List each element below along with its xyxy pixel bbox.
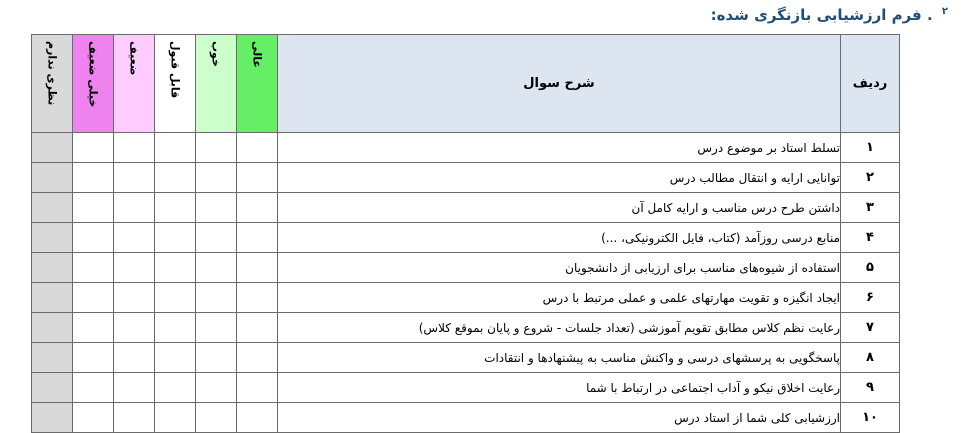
rating-cell[interactable] xyxy=(196,223,237,253)
rating-cell[interactable] xyxy=(32,343,73,373)
rating-cell[interactable] xyxy=(114,313,155,343)
rating-cell[interactable] xyxy=(32,193,73,223)
heading-number: ۲ xyxy=(941,6,948,17)
rating-cell[interactable] xyxy=(237,283,278,313)
rating-cell[interactable] xyxy=(237,313,278,343)
rating-cell[interactable] xyxy=(237,223,278,253)
rating-cell[interactable] xyxy=(196,193,237,223)
rating-cell[interactable] xyxy=(155,313,196,343)
question-cell: استفاده از شیوه‌های مناسب برای ارزیابی از دانشجویان xyxy=(278,253,841,283)
rating-cell[interactable] xyxy=(114,403,155,433)
rating-cell[interactable] xyxy=(237,193,278,223)
rating-cell[interactable] xyxy=(196,373,237,403)
rating-cell[interactable] xyxy=(237,403,278,433)
rating-excellent-header: عالی xyxy=(237,35,278,133)
rating-cell[interactable] xyxy=(155,193,196,223)
rating-cell[interactable] xyxy=(155,133,196,163)
rating-cell[interactable] xyxy=(73,133,114,163)
rating-cell[interactable] xyxy=(73,193,114,223)
rating-cell[interactable] xyxy=(73,223,114,253)
question-header: شرح سوال xyxy=(278,35,841,133)
table-row xyxy=(32,163,900,193)
rating-cell[interactable] xyxy=(73,163,114,193)
rating-cell[interactable] xyxy=(155,283,196,313)
rating-cell[interactable] xyxy=(237,253,278,283)
rating-cell[interactable] xyxy=(32,163,73,193)
rating-cell[interactable] xyxy=(32,283,73,313)
table-row xyxy=(32,403,900,433)
heading-title: . فرم ارزشیابی بازنگری شده: xyxy=(710,6,933,24)
rating-cell[interactable] xyxy=(196,403,237,433)
row-index-cell: ۷ xyxy=(841,313,900,343)
row-index-cell: ۶ xyxy=(841,283,900,313)
row-index-cell: ۹ xyxy=(841,373,900,403)
rating-cell[interactable] xyxy=(237,343,278,373)
question-cell: ارزشیابی کلی شما از استاد درس xyxy=(278,403,841,433)
header-row xyxy=(32,35,900,133)
evaluation-table xyxy=(31,34,900,433)
rating-cell[interactable] xyxy=(32,403,73,433)
rating-cell[interactable] xyxy=(114,343,155,373)
rating-good-header: خوب xyxy=(196,35,237,133)
rating-cell[interactable] xyxy=(114,193,155,223)
rating-cell[interactable] xyxy=(114,133,155,163)
rating-cell[interactable] xyxy=(73,313,114,343)
rating-cell[interactable] xyxy=(237,133,278,163)
rating-no-opinion-header: نظری ندارم xyxy=(32,35,73,133)
rating-cell[interactable] xyxy=(73,253,114,283)
question-cell: توانایی ارایه و انتقال مطالب درس xyxy=(278,163,841,193)
rating-cell[interactable] xyxy=(73,403,114,433)
rating-acceptable-header: قابل قبول xyxy=(155,35,196,133)
index-header: ردیف xyxy=(841,35,900,133)
question-cell: رعایت نظم کلاس مطابق تقویم آموزشی (تعداد جلسات - شروع و پایان بموقع کلاس) xyxy=(278,313,841,343)
row-index-cell: ۱۰ xyxy=(841,403,900,433)
rating-cell[interactable] xyxy=(114,253,155,283)
question-cell: منابع درسی روزآمد (کتاب، فایل الکترونیکی، ...) xyxy=(278,223,841,253)
rating-cell[interactable] xyxy=(114,163,155,193)
table-row xyxy=(32,253,900,283)
rating-cell[interactable] xyxy=(196,283,237,313)
table-row xyxy=(32,223,900,253)
rating-cell[interactable] xyxy=(32,253,73,283)
table-row xyxy=(32,193,900,223)
rating-cell[interactable] xyxy=(73,343,114,373)
table-row xyxy=(32,313,900,343)
rating-cell[interactable] xyxy=(73,373,114,403)
rating-cell[interactable] xyxy=(237,163,278,193)
rating-cell[interactable] xyxy=(196,163,237,193)
row-index-cell: ۸ xyxy=(841,343,900,373)
rating-cell[interactable] xyxy=(196,343,237,373)
rating-cell[interactable] xyxy=(155,403,196,433)
row-index-cell: ۱ xyxy=(841,133,900,163)
question-cell: رعایت اخلاق نیکو و آداب اجتماعی در ارتباط با شما xyxy=(278,373,841,403)
table-row xyxy=(32,343,900,373)
rating-cell[interactable] xyxy=(114,283,155,313)
rating-cell[interactable] xyxy=(155,223,196,253)
rating-cell[interactable] xyxy=(155,163,196,193)
form-heading xyxy=(711,6,948,24)
row-index-cell: ۴ xyxy=(841,223,900,253)
table-row xyxy=(32,133,900,163)
rating-cell[interactable] xyxy=(155,253,196,283)
rating-cell[interactable] xyxy=(114,373,155,403)
question-cell: داشتن طرح درس مناسب و ارایه کامل آن xyxy=(278,193,841,223)
rating-cell[interactable] xyxy=(196,313,237,343)
question-cell: ایجاد انگیزه و تقویت مهارتهای علمی و عملی مرتبط با درس xyxy=(278,283,841,313)
rating-cell[interactable] xyxy=(32,133,73,163)
rating-cell[interactable] xyxy=(32,373,73,403)
row-index-cell: ۲ xyxy=(841,163,900,193)
question-cell: پاسخگویی به پرسشهای درسی و واکنش مناسب به پیشنهادها و انتقادات xyxy=(278,343,841,373)
table-row xyxy=(32,283,900,313)
rating-cell[interactable] xyxy=(155,343,196,373)
rating-cell[interactable] xyxy=(196,253,237,283)
rating-very-weak-header: خیلی ضعیف xyxy=(73,35,114,133)
rating-cell[interactable] xyxy=(196,133,237,163)
row-index-cell: ۳ xyxy=(841,193,900,223)
rating-cell[interactable] xyxy=(237,373,278,403)
rating-cell[interactable] xyxy=(155,373,196,403)
rating-cell[interactable] xyxy=(114,223,155,253)
rating-cell[interactable] xyxy=(32,223,73,253)
rating-cell[interactable] xyxy=(73,283,114,313)
rating-cell[interactable] xyxy=(32,313,73,343)
row-index-cell: ۵ xyxy=(841,253,900,283)
question-cell: تسلط استاد بر موضوع درس xyxy=(278,133,841,163)
rating-weak-header: ضعیف xyxy=(114,35,155,133)
table-row xyxy=(32,373,900,403)
